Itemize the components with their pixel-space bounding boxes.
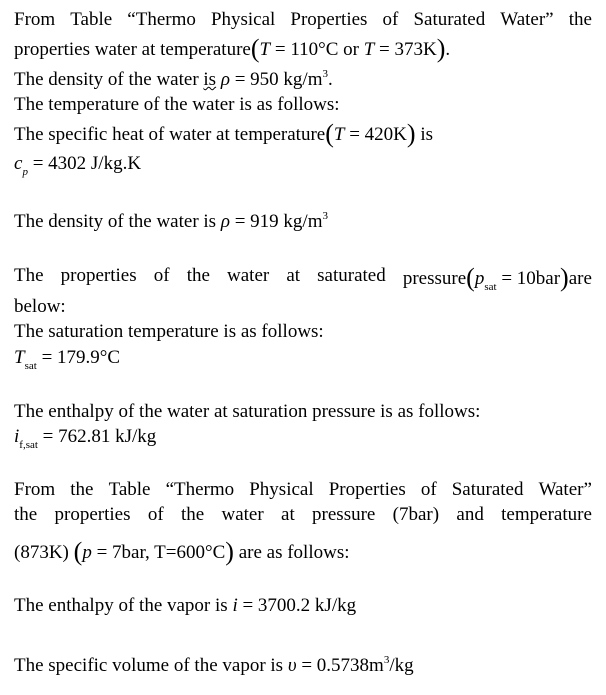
word: of — [382, 9, 399, 30]
temperature-expr: (873K) — [14, 542, 69, 563]
word: the — [568, 9, 592, 30]
exponent: 3 — [322, 68, 328, 80]
word: Saturated — [413, 9, 486, 30]
text: The specific volume of the vapor is — [14, 655, 288, 676]
word: properties — [54, 504, 131, 525]
line-13 — [14, 425, 156, 451]
word: of — [147, 504, 164, 525]
equation: = 0.5738m — [296, 655, 384, 676]
var-nu: υ — [287, 655, 297, 676]
line-12: The enthalpy of the water at saturation pressure is as follows: — [14, 401, 481, 422]
word: Table — [108, 479, 151, 500]
line-14 — [14, 478, 592, 502]
spell-flag: is — [203, 69, 217, 90]
line-15 — [14, 503, 592, 527]
exponent: 3 — [322, 210, 328, 222]
word: pressure — [312, 504, 376, 525]
var-p: p — [474, 268, 485, 289]
var-rho: ρ — [220, 211, 230, 232]
paren: ( — [250, 34, 260, 63]
word: at — [286, 265, 301, 286]
word: From — [14, 9, 56, 30]
pressure-expr — [403, 264, 592, 293]
subscript: f,sat — [19, 439, 38, 451]
paren: ) — [406, 119, 416, 148]
word: the — [70, 479, 94, 500]
paren: ( — [73, 537, 83, 566]
paren: ) — [225, 537, 234, 566]
var-T: T — [14, 347, 25, 368]
word: Water” — [538, 479, 592, 500]
text: The density of the water is — [14, 211, 221, 232]
line-8 — [14, 264, 592, 293]
line-4: The temperature of the water is as follows: — [14, 94, 340, 115]
equation: = 3700.2 kJ/kg — [237, 595, 357, 616]
var-rho: ρ — [220, 69, 230, 90]
equation: = 950 kg/m — [229, 69, 323, 90]
subscript: sat — [24, 360, 37, 372]
line-18 — [14, 654, 414, 680]
word: water — [227, 265, 270, 286]
word: Water” — [500, 9, 554, 30]
word: Saturated — [451, 479, 524, 500]
equation: = 7bar, T=600°C — [91, 542, 226, 563]
text: are — [568, 268, 592, 289]
paren: ( — [325, 119, 334, 148]
line-11 — [14, 346, 120, 372]
line-3 — [14, 68, 333, 94]
paren: ( — [466, 263, 475, 292]
line-5 — [14, 120, 433, 147]
equation: = 373K — [374, 39, 437, 60]
word: From — [14, 479, 56, 500]
equation: = 420K — [344, 124, 407, 145]
line-7 — [14, 210, 328, 236]
var-T: T — [259, 39, 271, 60]
text: are as follows: — [233, 542, 350, 563]
equation: = 919 kg/m — [229, 211, 323, 232]
exponent: 3 — [383, 654, 390, 666]
text: . — [328, 69, 333, 90]
var-T: T — [363, 39, 375, 60]
line-17 — [14, 594, 356, 618]
word: the — [14, 504, 38, 525]
var-c: c — [14, 153, 23, 174]
text: The specific heat of water at temperature — [14, 124, 326, 145]
var-i: i — [232, 595, 238, 616]
word: temperature — [501, 504, 592, 525]
paren: ) — [560, 263, 569, 292]
text: The enthalpy of the vapor is — [14, 595, 233, 616]
word: saturated — [317, 265, 386, 286]
word: and — [456, 504, 484, 525]
equation: = 4302 J/kg.K — [27, 153, 142, 174]
text: The density of the water — [14, 69, 204, 90]
word: “Thermo — [127, 9, 196, 30]
word: Physical — [210, 9, 276, 30]
line-16 — [14, 538, 350, 565]
word: Physical — [249, 479, 314, 500]
equation: = 10bar — [496, 268, 561, 289]
equation: = 179.9°C — [36, 347, 121, 368]
unit: /kg — [389, 655, 414, 676]
word: properties — [60, 265, 137, 286]
word: The — [14, 265, 44, 286]
word: water — [221, 504, 264, 525]
subscript: sat — [484, 281, 497, 293]
text: pressure — [402, 268, 467, 289]
equation: = 762.81 kJ/kg — [37, 426, 157, 447]
word: the — [186, 265, 210, 286]
var-i: i — [14, 426, 20, 447]
subscript: p — [22, 166, 28, 178]
word: (7bar) — [392, 504, 440, 525]
text: properties water at temperature — [14, 39, 251, 60]
word: Table — [70, 9, 113, 30]
equation: = 110°C or — [270, 39, 364, 60]
word: the — [180, 504, 205, 525]
var-p: p — [82, 542, 92, 563]
word: Properties — [328, 479, 406, 500]
text: is — [415, 124, 434, 145]
line-9: below: — [14, 296, 66, 317]
line-6 — [14, 152, 141, 178]
word: of — [153, 265, 170, 286]
var-T: T — [333, 124, 345, 145]
line-10: The saturation temperature is as follows: — [14, 321, 324, 342]
word: of — [420, 479, 437, 500]
word: at — [281, 504, 295, 525]
line-1 — [14, 8, 592, 32]
word: Properties — [290, 9, 368, 30]
word: “Thermo — [165, 479, 235, 500]
line-2: properties water at temperature(T = 110°C or T = 373K). — [14, 34, 451, 63]
paren: ) — [436, 34, 446, 63]
